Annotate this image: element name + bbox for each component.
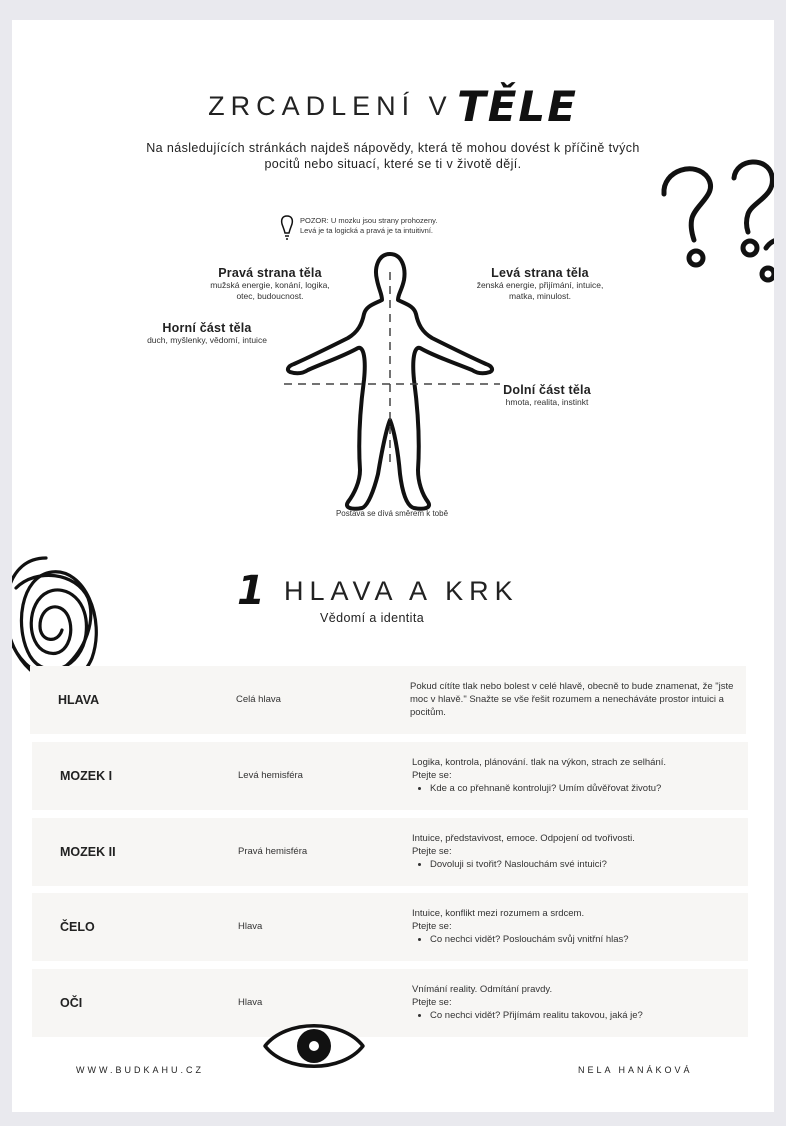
table-row	[32, 818, 748, 886]
row-name: OČI	[60, 996, 83, 1010]
table-row	[32, 969, 748, 1037]
lower-body-title: Dolní část těla	[503, 383, 591, 397]
note-line-1: POZOR: U mozku jsou strany prohozeny.	[300, 216, 438, 225]
title-bold: TĚLE	[457, 82, 578, 131]
table-row	[32, 742, 748, 810]
right-side-title: Pravá strana těla	[218, 266, 322, 280]
right-side-line-2: otec, budoucnost.	[236, 291, 304, 301]
row-ask: Ptejte se:	[412, 770, 452, 781]
left-side-label	[452, 266, 628, 302]
intro-text: Na následujících stránkách najdeš nápovědy, která tě mohou dovést k příčině tvých pocitů nebo situací, které se ti v životě dějí.	[146, 141, 640, 171]
website-link[interactable]: WWW.BUDKAHU.CZ	[76, 1065, 204, 1075]
left-side-line-2: matka, minulost.	[509, 291, 571, 301]
row-text: Pokud cítíte tlak nebo bolest v celé hlavě, obecně to bude znamenat, že "jste moc v hlavě." Snažte se vše řešit rozumem a nenecháváte prostor intuici a pocitům.	[410, 681, 734, 718]
row-bullet: • Co nechci vidět? Poslouchám svůj vnitřní hlas?	[430, 933, 742, 946]
figure-caption: Postava se dívá směrem k tobě	[335, 509, 449, 518]
right-side-label	[182, 266, 358, 302]
row-name: HLAVA	[58, 693, 100, 707]
note-line-2: Levá je ta logická a pravá je ta intuitivní.	[300, 226, 433, 235]
row-ask: Ptejte se:	[412, 997, 452, 1008]
row-text: Intuice, představivost, emoce. Odpojení od tvořivosti.	[412, 833, 635, 844]
row-text: Vnímání reality. Odmítání pravdy.	[412, 984, 553, 995]
row-text: Logika, kontrola, plánování. tlak na výkon, strach ze selhání.	[412, 757, 667, 768]
section-title: HLAVA A KRK	[284, 576, 519, 606]
row-area: Pravá hemisféra	[238, 846, 308, 857]
row-area: Celá hlava	[236, 694, 281, 705]
upper-body-title: Horní část těla	[162, 321, 252, 335]
row-bullet: • Kde a co přehnaně kontroluji? Umím důvěřovat životu?	[430, 782, 742, 795]
author-name: NELA HANÁKOVÁ	[578, 1065, 693, 1075]
section-number: 1	[237, 568, 265, 614]
upper-body-line-1: duch, myšlenky, vědomí, intuice	[147, 335, 267, 345]
row-bullet: • Co nechci vidět? Přijímám realitu takovou, jaká je?	[430, 1009, 742, 1022]
row-name: ČELO	[60, 920, 95, 934]
right-side-line-1: mužská energie, konání, logika,	[210, 280, 330, 290]
row-description	[412, 756, 742, 795]
left-side-line-1: ženská energie, přijímání, intuice,	[476, 280, 604, 290]
page-title	[12, 82, 774, 131]
row-text: Intuice, konflikt mezi rozumem a srdcem.	[412, 908, 585, 919]
table-row	[30, 666, 746, 734]
row-name: MOZEK II	[60, 845, 116, 859]
row-ask: Ptejte se:	[412, 846, 452, 857]
lower-body-line-1: hmota, realita, instinkt	[505, 397, 589, 407]
row-bullet: • Dovoluji si tvořit? Naslouchám své intuici?	[430, 858, 742, 871]
left-side-title: Levá strana těla	[491, 266, 589, 280]
document-page	[12, 20, 774, 1112]
upper-body-label	[112, 321, 302, 346]
row-name: MOZEK I	[60, 769, 113, 783]
title-light: ZRCADLENÍ V	[208, 91, 453, 121]
table-row	[32, 893, 748, 961]
section-subtitle: Vědomí a identita	[320, 611, 425, 625]
row-ask: Ptejte se:	[412, 921, 452, 932]
eye-icon	[262, 1015, 366, 1077]
row-area: Hlava	[238, 997, 263, 1008]
row-description	[410, 680, 740, 719]
lower-body-label	[472, 383, 622, 408]
row-description	[412, 983, 742, 1022]
lightbulb-icon	[280, 215, 294, 241]
row-area: Levá hemisféra	[238, 770, 303, 781]
row-area: Hlava	[238, 921, 263, 932]
row-description	[412, 907, 742, 946]
row-description	[412, 832, 742, 871]
question-marks-icon	[656, 152, 774, 287]
